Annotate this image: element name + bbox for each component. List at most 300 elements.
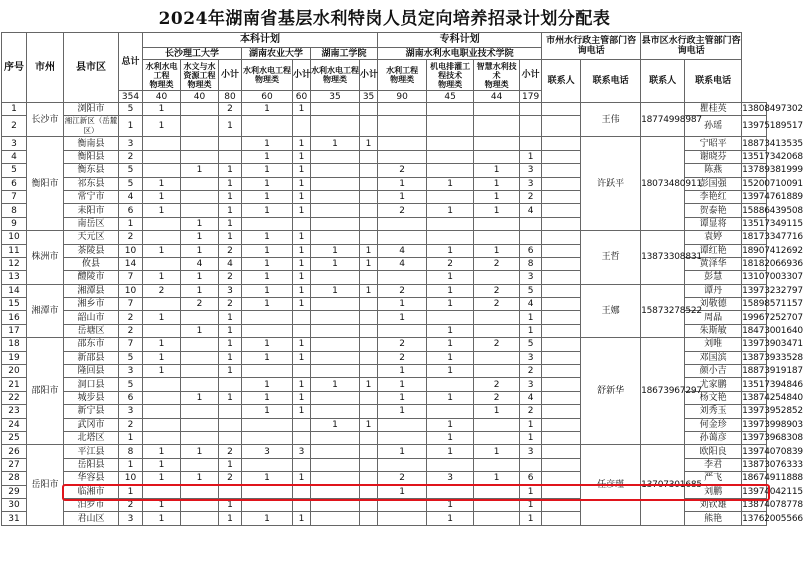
value-cell: 1 (520, 418, 542, 431)
value-cell (542, 190, 581, 203)
value-cell (143, 217, 181, 230)
value-cell: 1 (293, 244, 311, 257)
total-cell: 179 (520, 91, 542, 103)
total-cell: 1 (119, 116, 143, 137)
value-cell: 1 (520, 431, 542, 444)
value-cell: 1 (293, 204, 311, 217)
value-cell (542, 418, 581, 431)
county-cell: 新邵县 (64, 351, 119, 364)
value-cell: 1 (242, 177, 293, 190)
value-cell (360, 204, 378, 217)
county-contact-person: 刘唯 (685, 338, 742, 351)
value-cell: 4 (520, 391, 542, 404)
value-cell: 2 (378, 472, 427, 485)
value-cell (311, 116, 360, 137)
value-cell: 6 (520, 244, 542, 257)
value-cell (360, 231, 378, 244)
value-cell: 1 (474, 190, 520, 203)
value-cell: 5 (520, 338, 542, 351)
value-cell: 1 (427, 418, 474, 431)
value-cell: 1 (181, 324, 219, 337)
value-cell (311, 298, 360, 311)
value-cell: 1 (520, 311, 542, 324)
value-cell: 1 (242, 103, 293, 116)
county-cell: 醴陵市 (64, 271, 119, 284)
value-cell (311, 217, 360, 230)
value-cell (143, 150, 181, 163)
county-contact-phone: 19967252707 (742, 312, 803, 323)
value-cell: 1 (427, 365, 474, 378)
value-cell (474, 217, 520, 230)
value-cell (311, 271, 360, 284)
county-contact-phone: 13107003307 (742, 272, 803, 283)
county-cell: 攸县 (64, 257, 119, 270)
seq-cell: 8 (2, 204, 27, 217)
header-hnwv-sw: 智慧水利技术 物理类 (474, 60, 520, 91)
county-contact-person: 彭国强 (685, 177, 742, 190)
seq-cell: 23 (2, 405, 27, 418)
value-cell: 1 (181, 284, 219, 297)
value-cell (181, 351, 219, 364)
header-hnit-wh: 水利水电工程 物理类 (311, 60, 360, 91)
seq-cell: 2 (2, 116, 27, 137)
value-cell (143, 298, 181, 311)
total-cell: 8 (119, 445, 143, 458)
value-cell (311, 103, 360, 116)
value-cell: 1 (360, 378, 378, 391)
value-cell: 1 (360, 244, 378, 257)
value-cell (311, 164, 360, 177)
value-cell: 3 (520, 271, 542, 284)
county-contact-phone: 13808497302 (742, 104, 803, 115)
county-cell: 祁东县 (64, 177, 119, 190)
value-cell: 1 (378, 378, 427, 391)
seq-cell: 30 (2, 498, 27, 511)
value-cell: 1 (520, 324, 542, 337)
value-cell: 1 (311, 378, 360, 391)
value-cell (474, 512, 520, 525)
value-cell: 2 (378, 164, 427, 177)
value-cell: 1 (311, 137, 360, 150)
value-cell (360, 177, 378, 190)
value-cell (427, 458, 474, 471)
county-cell: 耒阳市 (64, 204, 119, 217)
value-cell: 4 (520, 298, 542, 311)
county-cell: 汨罗市 (64, 498, 119, 511)
value-cell: 2 (520, 405, 542, 418)
value-cell (542, 244, 581, 257)
total-cell: 354 (119, 91, 143, 103)
value-cell: 1 (520, 512, 542, 525)
value-cell: 1 (378, 445, 427, 458)
value-cell: 1 (242, 271, 293, 284)
header-city: 市州 (27, 33, 64, 103)
seq-cell: 6 (2, 177, 27, 190)
total-cell: 35 (360, 91, 378, 103)
county-contact-phone: 18873413535 (742, 138, 803, 149)
county-contact-person: 刘鹏 (685, 485, 742, 498)
total-cell: 5 (119, 378, 143, 391)
value-cell: 1 (293, 177, 311, 190)
value-cell (542, 217, 581, 230)
value-cell: 1 (293, 231, 311, 244)
value-cell (219, 150, 242, 163)
value-cell (520, 137, 542, 150)
value-cell: 1 (143, 177, 181, 190)
value-cell: 4 (219, 257, 242, 270)
value-cell: 1 (181, 164, 219, 177)
table-row (2, 284, 767, 297)
seq-cell: 11 (2, 244, 27, 257)
value-cell: 1 (143, 103, 181, 116)
value-cell: 4 (378, 257, 427, 270)
value-cell: 1 (219, 177, 242, 190)
total-cell: 7 (119, 271, 143, 284)
seq-cell: 28 (2, 472, 27, 485)
seq-cell: 4 (2, 150, 27, 163)
value-cell (181, 103, 219, 116)
value-cell: 1 (219, 190, 242, 203)
value-cell (311, 177, 360, 190)
value-cell: 2 (378, 204, 427, 217)
county-cell: 平江县 (64, 445, 119, 458)
value-cell (542, 338, 581, 351)
city-cell: 邵阳市 (27, 338, 64, 445)
total-cell: 1 (119, 458, 143, 471)
county-contact-phone: 13975189517 (742, 116, 767, 137)
value-cell (181, 204, 219, 217)
value-cell (181, 177, 219, 190)
seq-cell: 14 (2, 284, 27, 297)
value-cell (242, 365, 293, 378)
value-cell (378, 512, 427, 525)
county-contact-phone: 18182066936 (742, 259, 803, 270)
county-contact-person: 刘钦雄 (685, 498, 742, 511)
value-cell (542, 284, 581, 297)
seq-cell: 22 (2, 391, 27, 404)
county-contact-person: 周晶 (685, 311, 742, 324)
county-contact-person: 颜小吉 (685, 365, 742, 378)
value-cell: 1 (242, 190, 293, 203)
value-cell: 2 (520, 365, 542, 378)
value-cell: 1 (427, 204, 474, 217)
value-cell: 8 (520, 257, 542, 270)
value-cell: 1 (427, 177, 474, 190)
seq-cell: 18 (2, 338, 27, 351)
city-cell: 湘潭市 (27, 284, 64, 338)
value-cell (219, 418, 242, 431)
seq-cell: 10 (2, 231, 27, 244)
total-cell: 60 (293, 91, 311, 103)
value-cell (311, 311, 360, 324)
value-cell: 1 (242, 244, 293, 257)
county-cell: 北塔区 (64, 431, 119, 444)
value-cell (427, 378, 474, 391)
county-contact-phone: 15200710091 (742, 178, 803, 189)
total-cell: 40 (181, 91, 219, 103)
value-cell (427, 405, 474, 418)
value-cell (378, 271, 427, 284)
total-cell: 5 (119, 164, 143, 177)
value-cell (219, 378, 242, 391)
value-cell (360, 458, 378, 471)
total-cell: 1 (119, 485, 143, 498)
city-contact-phone: 18774998987 (641, 103, 685, 137)
value-cell: 2 (427, 257, 474, 270)
city-contact-person: 舒新华 (581, 338, 641, 445)
county-contact-phone: 13973232797 (742, 285, 803, 296)
county-contact-phone: 13517342068 (742, 151, 803, 162)
seq-cell: 12 (2, 257, 27, 270)
value-cell (427, 116, 474, 137)
city-cell: 株洲市 (27, 231, 64, 285)
county-contact-phone: 15886439508 (742, 205, 803, 216)
value-cell (360, 445, 378, 458)
value-cell: 1 (427, 271, 474, 284)
county-contact-person: 孙瑶 (685, 116, 742, 137)
value-cell: 1 (293, 271, 311, 284)
value-cell (242, 217, 293, 230)
value-cell: 1 (360, 284, 378, 297)
total-cell: 2 (119, 150, 143, 163)
value-cell (542, 431, 581, 444)
value-cell (542, 365, 581, 378)
city-contact-person: 王娜 (581, 284, 641, 338)
value-cell: 1 (219, 391, 242, 404)
seq-cell: 5 (2, 164, 27, 177)
value-cell (378, 137, 427, 150)
value-cell: 1 (378, 485, 427, 498)
value-cell (542, 391, 581, 404)
total-cell: 10 (119, 244, 143, 257)
value-cell: 1 (293, 164, 311, 177)
value-cell: 1 (181, 244, 219, 257)
total-cell: 5 (119, 177, 143, 190)
seq-cell: 16 (2, 311, 27, 324)
allocation-table (1, 32, 803, 526)
value-cell: 1 (219, 164, 242, 177)
value-cell: 2 (378, 338, 427, 351)
value-cell (143, 431, 181, 444)
county-contact-person: 谭丹 (685, 284, 742, 297)
value-cell (427, 190, 474, 203)
value-cell (542, 378, 581, 391)
value-cell (293, 311, 311, 324)
value-cell: 2 (219, 472, 242, 485)
header-csust-subtotal: 小计 (219, 60, 242, 91)
header-hunau-subtotal: 小计 (293, 60, 311, 91)
value-cell (242, 311, 293, 324)
county-contact-phone: 18473001640 (742, 326, 803, 337)
value-cell: 1 (427, 391, 474, 404)
total-cell: 10 (119, 284, 143, 297)
value-cell: 1 (293, 298, 311, 311)
county-contact-person: 杨文艳 (685, 391, 742, 404)
value-cell (181, 418, 219, 431)
value-cell (311, 204, 360, 217)
value-cell (542, 512, 581, 525)
value-cell: 1 (293, 150, 311, 163)
county-contact-person: 袁婷 (685, 231, 742, 244)
value-cell: 1 (143, 244, 181, 257)
value-cell (219, 431, 242, 444)
value-cell: 1 (378, 190, 427, 203)
value-cell (378, 418, 427, 431)
value-cell (474, 351, 520, 364)
value-cell: 2 (474, 284, 520, 297)
value-cell (378, 231, 427, 244)
county-contact-person: 彭慧 (685, 271, 742, 284)
seq-cell: 15 (2, 298, 27, 311)
value-cell (143, 257, 181, 270)
total-cell: 90 (378, 91, 427, 103)
value-cell (181, 311, 219, 324)
county-cell: 隆回县 (64, 365, 119, 378)
header-college: 专科计划 (378, 33, 542, 48)
city-contact-phone: 18673967297 (641, 338, 685, 445)
value-cell (427, 150, 474, 163)
value-cell (143, 231, 181, 244)
county-contact-phone: 13762005566 (742, 513, 803, 524)
county-contact-person: 刘敬德 (685, 298, 742, 311)
value-cell: 1 (293, 351, 311, 364)
value-cell (293, 365, 311, 378)
county-contact-person: 严飞 (685, 472, 742, 485)
seq-cell: 29 (2, 485, 27, 498)
county-contact-phone: 13873933528 (742, 352, 803, 363)
value-cell: 1 (293, 338, 311, 351)
value-cell (474, 137, 520, 150)
value-cell: 1 (143, 365, 181, 378)
value-cell (360, 311, 378, 324)
value-cell (427, 103, 474, 116)
value-cell: 1 (311, 284, 360, 297)
value-cell: 1 (293, 391, 311, 404)
value-cell (181, 338, 219, 351)
county-contact-person: 谢晓芬 (685, 150, 742, 163)
value-cell: 4 (181, 257, 219, 270)
value-cell (427, 137, 474, 150)
county-cell: 茶陵县 (64, 244, 119, 257)
value-cell (293, 458, 311, 471)
county-contact-phone: 13974070839 (742, 446, 803, 457)
value-cell: 3 (520, 378, 542, 391)
county-cell: 洞口县 (64, 378, 119, 391)
header-csust: 长沙理工大学 (143, 48, 242, 60)
value-cell (360, 512, 378, 525)
value-cell (542, 231, 581, 244)
seq-cell: 7 (2, 190, 27, 203)
total-cell: 40 (143, 91, 181, 103)
value-cell (520, 231, 542, 244)
seq-cell: 3 (2, 137, 27, 150)
header-seq: 序号 (2, 33, 27, 103)
county-cell: 衡南县 (64, 137, 119, 150)
value-cell: 1 (181, 445, 219, 458)
total-cell: 4 (119, 190, 143, 203)
county-contact-phone: 13517394846 (742, 379, 803, 390)
county-contact-phone: 13973952852 (742, 406, 803, 417)
value-cell: 1 (143, 116, 181, 137)
value-cell (542, 351, 581, 364)
value-cell: 6 (520, 472, 542, 485)
value-cell: 1 (474, 204, 520, 217)
seq-cell: 1 (2, 103, 27, 116)
value-cell: 1 (293, 284, 311, 297)
total-cell: 3 (119, 405, 143, 418)
value-cell (143, 378, 181, 391)
seq-cell: 27 (2, 458, 27, 471)
total-cell: 35 (311, 91, 360, 103)
county-contact-person: 谭红艳 (685, 244, 742, 257)
seq-cell: 19 (2, 351, 27, 364)
seq-cell: 26 (2, 445, 27, 458)
county-cell: 城步县 (64, 391, 119, 404)
county-cell: 浏阳市 (64, 103, 119, 116)
value-cell: 1 (219, 116, 242, 137)
total-cell: 80 (219, 91, 242, 103)
value-cell (143, 391, 181, 404)
value-cell: 1 (242, 298, 293, 311)
value-cell: 1 (219, 351, 242, 364)
value-cell (181, 150, 219, 163)
value-cell (360, 391, 378, 404)
value-cell (219, 137, 242, 150)
value-cell: 1 (219, 365, 242, 378)
value-cell (360, 338, 378, 351)
city-contact-phone: 13707301685 (641, 445, 685, 525)
value-cell: 3 (520, 177, 542, 190)
value-cell (474, 271, 520, 284)
value-cell (181, 116, 219, 137)
value-cell: 1 (219, 498, 242, 511)
value-cell (474, 324, 520, 337)
city-cell: 长沙市 (27, 103, 64, 137)
value-cell: 1 (520, 485, 542, 498)
county-cell: 岳阳县 (64, 458, 119, 471)
city-contact-phone: 15873278522 (641, 284, 685, 338)
seq-cell: 31 (2, 512, 27, 525)
value-cell (378, 103, 427, 116)
value-cell: 2 (520, 190, 542, 203)
county-contact-phone: 18873919187 (742, 366, 803, 377)
value-cell: 1 (242, 512, 293, 525)
seq-cell: 17 (2, 324, 27, 337)
county-contact-person: 熊艳 (685, 512, 742, 525)
county-cell: 新宁县 (64, 405, 119, 418)
header-county: 县市区 (64, 33, 119, 103)
county-contact-person: 刘秀玉 (685, 405, 742, 418)
header-hunau-wh: 水利水电工程 物理类 (242, 60, 293, 91)
seq-cell: 20 (2, 365, 27, 378)
value-cell (181, 512, 219, 525)
value-cell: 1 (293, 512, 311, 525)
county-contact-phone: 13973968308 (742, 433, 803, 444)
value-cell: 1 (143, 512, 181, 525)
value-cell (360, 431, 378, 444)
value-cell (360, 271, 378, 284)
value-cell: 1 (378, 391, 427, 404)
value-cell: 1 (427, 298, 474, 311)
value-cell (293, 418, 311, 431)
seq-cell: 25 (2, 431, 27, 444)
value-cell (181, 190, 219, 203)
county-contact-phone: 13873076333 (742, 459, 803, 470)
county-cell: 南岳区 (64, 217, 119, 230)
value-cell (311, 365, 360, 378)
value-cell (311, 391, 360, 404)
value-cell: 2 (219, 103, 242, 116)
